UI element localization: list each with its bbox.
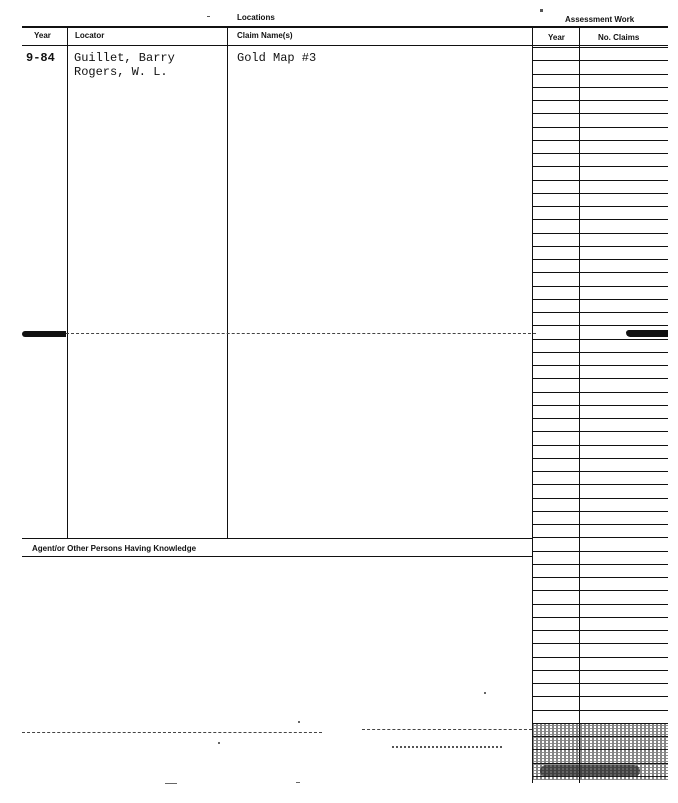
ledger-row-line [533,617,668,618]
ledger-row-line [533,365,668,366]
ledger-row-line [533,246,668,247]
ledger-row-line [533,352,668,353]
ledger-row-line [533,498,668,499]
locator-claim-divider [227,27,228,539]
bottom-speck [484,692,486,694]
ledger-row-line [533,272,668,273]
left-edge-mark [22,331,66,337]
ledger-row-line [533,100,668,101]
bottom-line-1 [22,732,322,734]
entry-locator-2: Rogers, W. L. [74,65,168,79]
ledger-row-line [533,445,668,446]
ledger-row-line [533,458,668,459]
bottom-dots [392,746,502,750]
ledger-row-line [533,312,668,313]
ledger-row-line [533,630,668,631]
ledger-row-line [533,87,668,88]
bottom-speck [218,742,220,744]
ledger-row-line [533,127,668,128]
year-column-header: Year [34,31,51,40]
agent-section-heading: Agent/or Other Persons Having Knowledge [32,544,197,553]
ledger-row-line [533,378,668,379]
ledger-row-line [533,604,668,605]
ledger-row-line [533,193,668,194]
claim-names-column-header: Claim Name(s) [237,31,293,40]
ledger-row-line [533,392,668,393]
speck [540,9,543,12]
ledger-row-line [533,113,668,114]
ledger-row-line [533,511,668,512]
ledger-row-line [533,405,668,406]
bottom-line-2 [362,729,532,731]
ledger-row-line [533,286,668,287]
year-locator-divider [67,27,68,539]
ledger-row-line [533,339,668,340]
ledger-row-line [533,564,668,565]
ledger-row-line [533,418,668,419]
header-bottom-rule [22,45,668,46]
no-claims-column-header: No. Claims [598,33,640,42]
ledger-row-line [533,524,668,525]
ledger-row-line [533,219,668,220]
ledger-row-line [533,166,668,167]
ledger-row-line [533,325,668,326]
ledger-row-line [533,233,668,234]
ledger-row-line [533,153,668,154]
ledger-row-line [533,590,668,591]
bottom-speck [165,783,177,784]
ledger-row-line [533,180,668,181]
ledger-row-line [533,683,668,684]
locator-column-header: Locator [75,31,105,40]
ledger-row-line [533,484,668,485]
assessment-year-column-header: Year [548,33,565,42]
ledger-row-line [533,206,668,207]
ledger-row-line [533,259,668,260]
ledger-row-line [533,74,668,75]
ledger-row-line [533,710,668,711]
fold-line [66,333,536,335]
ledger-row-line [533,670,668,671]
agent-section-bottom-rule [22,556,533,557]
ledger-row-line [533,577,668,578]
right-edge-mark [626,330,668,337]
locations-heading: Locations [237,13,275,22]
agent-section-top-rule [22,538,533,539]
assessment-work-heading: Assessment Work [565,15,635,24]
entry-locator-1: Guillet, Barry [74,51,175,65]
header-top-rule [22,26,668,28]
ledger-row-line [533,643,668,644]
ledger-row-line [533,471,668,472]
entry-year: 9-84 [26,51,55,65]
ledger-row-line [533,696,668,697]
bottom-speck [298,721,300,723]
ledger-row-line [533,551,668,552]
ledger-row-line [533,140,668,141]
speck [207,16,210,17]
ledger-row-line [533,299,668,300]
ledger-row-line [533,431,668,432]
entry-claim-name: Gold Map #3 [237,51,317,65]
ledger-row-line [533,60,668,61]
ledger-row-line [533,47,668,48]
ledger-row-line [533,537,668,538]
bottom-speck [296,782,300,783]
scan-smudge [540,765,640,777]
ledger-row-line [533,657,668,658]
